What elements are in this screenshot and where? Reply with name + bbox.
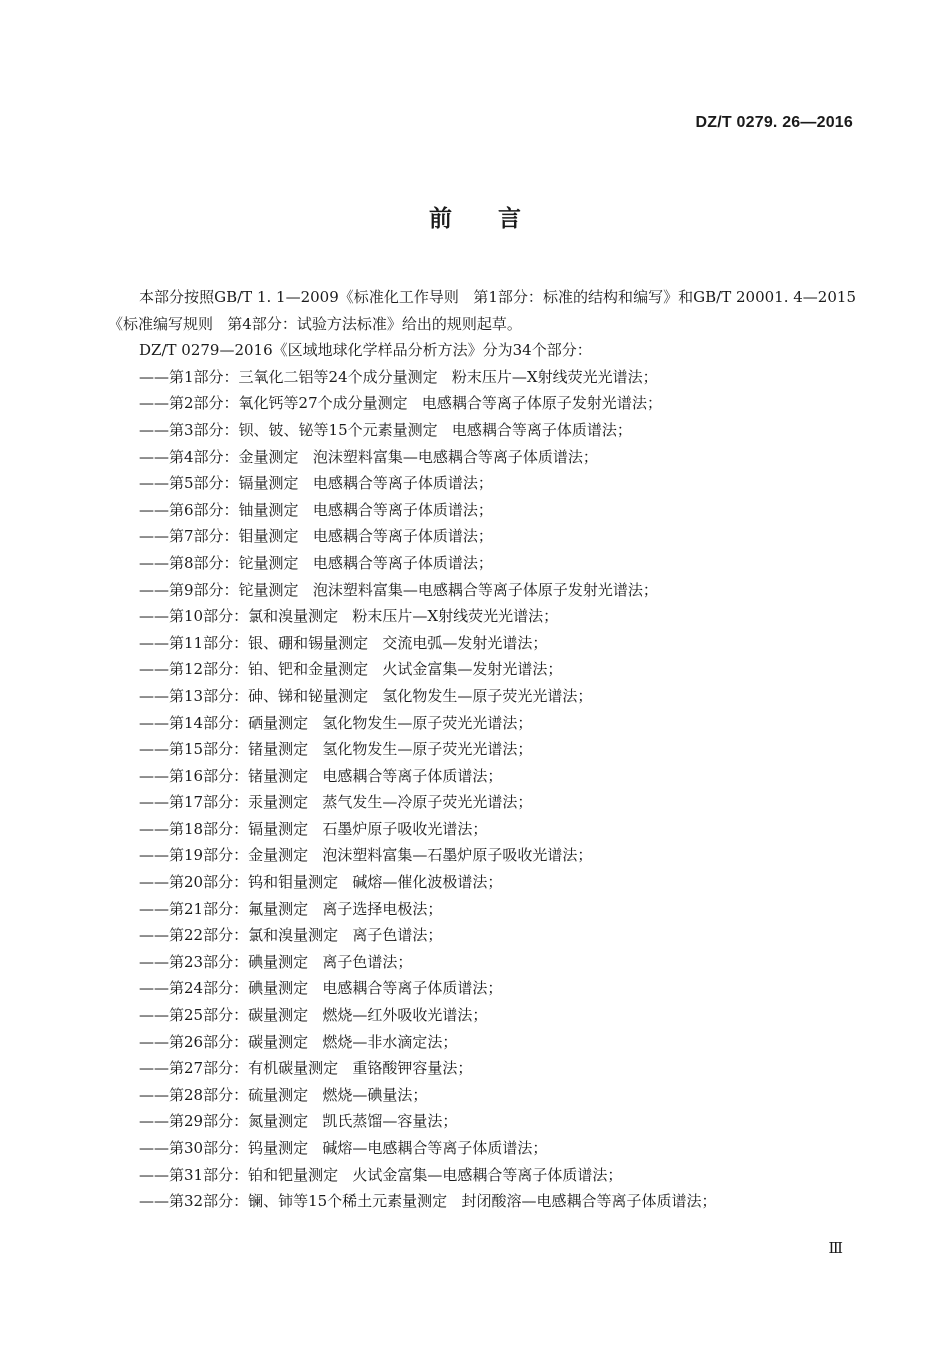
page-title: 前言 [429,206,567,232]
list-item: ——第5部分：镉量测定 电感耦合等离子体质谱法； [139,474,493,493]
list-item: ——第10部分：氯和溴量测定 粉末压片—X射线荧光光谱法； [139,607,559,626]
list-item: ——第30部分：钨量测定 碱熔—电感耦合等离子体质谱法； [139,1139,548,1157]
page-number: Ⅲ [828,1239,843,1257]
list-item: ——第4部分：金量测定 泡沫塑料富集—电感耦合等离子体质谱法； [139,447,598,466]
list-item: ——第32部分：镧、铈等15个稀土元素量测定 封闭酸溶—电感耦合等离子体质谱法； [139,1192,717,1211]
list-item: ——第25部分：碳量测定 燃烧—红外吸收光谱法； [139,1006,488,1025]
list-item: ——第19部分：金量测定 泡沫塑料富集—石墨炉原子吸收光谱法； [139,846,593,865]
list-item: ——第2部分：氧化钙等27个成分量测定 电感耦合等离子体原子发射光谱法； [139,394,662,413]
list-item: ——第9部分：铊量测定 泡沫塑料富集—电感耦合等离子体原子发射光谱法； [139,580,658,599]
list-item: ——第24部分：碘量测定 电感耦合等离子体质谱法； [139,979,503,998]
list-item: ——第7部分：钼量测定 电感耦合等离子体质谱法； [139,527,493,546]
list-item: ——第27部分：有机碳量测定 重铬酸钾容量法； [139,1059,473,1078]
parts-list [108,364,856,1215]
list-item: ——第23部分：碘量测定 离子色谱法； [139,952,413,971]
list-item: ——第6部分：铀量测定 电感耦合等离子体质谱法； [139,500,493,519]
list-item: ——第29部分：氮量测定 凯氏蒸馏—容量法； [139,1112,458,1131]
list-item: ——第11部分：银、硼和锡量测定 交流电弧—发射光谱法； [139,633,548,652]
list-item: ——第1部分：三氧化二铝等24个成分量测定 粉末压片—X射线荧光光谱法； [139,367,658,386]
list-item: ——第15部分：锗量测定 氢化物发生—原子荧光光谱法； [139,740,533,759]
list-item: ——第22部分：氯和溴量测定 离子色谱法； [139,926,443,945]
list-item: ——第16部分：锗量测定 电感耦合等离子体质谱法； [139,766,503,785]
list-item: ——第26部分：碳量测定 燃烧—非水滴定法； [139,1032,458,1051]
list-item: ——第8部分：铊量测定 电感耦合等离子体质谱法； [139,553,493,572]
list-item: ——第3部分：钡、铍、铋等15个元素量测定 电感耦合等离子体质谱法； [139,420,632,439]
list-item: ——第28部分：硫量测定 燃烧—碘量法； [139,1085,428,1104]
list-item: ——第31部分：铂和钯量测定 火试金富集—电感耦合等离子体质谱法； [139,1165,623,1184]
list-item: ——第21部分：氟量测定 离子选择电极法； [139,899,443,918]
intro-paragraph-1: 本部分按照GB/T 1. 1—2009《标准化工作导则 第1部分：标准的结构和编写》和GB/T 20001. 4—2015《标准编写规则 第4部分：试验方法标准》给出的规则起草。 [108,288,856,333]
intro-paragraph-2: DZ/T 0279—2016《区域地球化学样品分析方法》分为34个部分： [139,341,592,360]
list-item: ——第14部分：硒量测定 氢化物发生—原子荧光光谱法； [139,713,533,732]
list-item: ——第13部分：砷、锑和铋量测定 氢化物发生—原子荧光光谱法； [139,686,593,705]
standard-code: DZ/T 0279. 26—2016 [695,114,853,131]
document-body [108,284,856,1215]
list-item: ——第20部分：钨和钼量测定 碱熔—催化波极谱法； [139,873,503,892]
list-item: ——第12部分：铂、钯和金量测定 火试金富集—发射光谱法； [139,660,563,679]
list-item: ——第18部分：镉量测定 石墨炉原子吸收光谱法； [139,819,488,838]
list-item: ——第17部分：汞量测定 蒸气发生—冷原子荧光光谱法； [139,793,533,812]
